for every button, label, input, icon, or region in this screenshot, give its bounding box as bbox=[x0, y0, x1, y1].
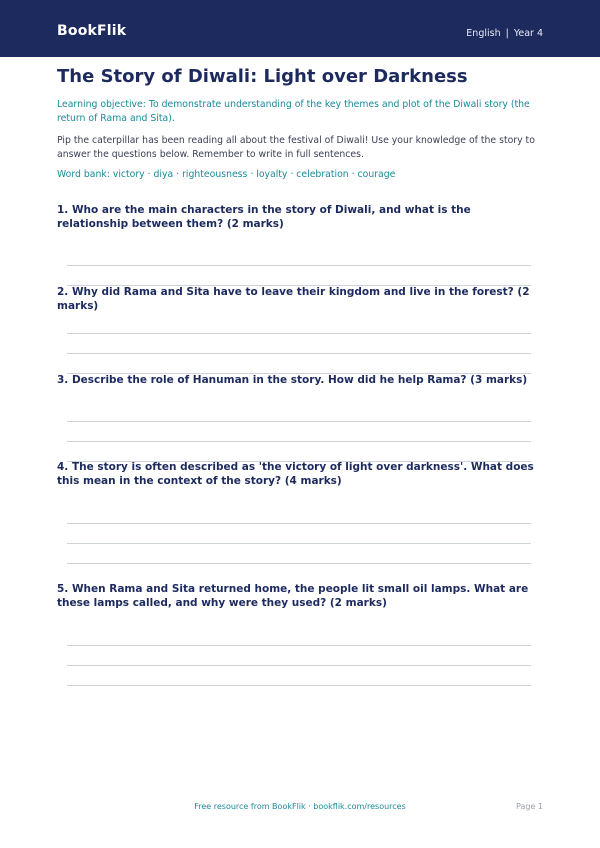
worksheet-intro bbox=[57, 66, 535, 181]
header-meta bbox=[466, 28, 543, 39]
question-3: 3. Describe the role of Hanuman in the story. How did he help Rama? (3 marks) bbox=[57, 374, 528, 386]
year-label: Year 4 bbox=[513, 28, 543, 39]
brand-logo: BookFlik bbox=[57, 23, 127, 39]
word-bank: Word bank: victory · diya · righteousness · loyalty · celebration · courage bbox=[57, 169, 396, 180]
question-4: 4. The story is often described as 'the victory of light over darkness'. What does this mean in the context of the story? (4 marks) bbox=[57, 461, 534, 487]
answer-line[interactable] bbox=[67, 665, 531, 666]
answer-line[interactable] bbox=[67, 685, 531, 686]
page-number: Page 1 bbox=[516, 802, 543, 811]
answer-line[interactable] bbox=[67, 563, 531, 564]
page-title: The Story of Diwali: Light over Darkness bbox=[57, 66, 468, 87]
answer-line[interactable] bbox=[67, 265, 531, 266]
answer-line[interactable] bbox=[67, 421, 531, 422]
intro-text: Pip the caterpillar has been reading all about the festival of Diwali! Use your knowledge of the story to answer the questions below. Remember to write in full sentences. bbox=[57, 135, 535, 160]
subject-label: English bbox=[466, 28, 501, 39]
answer-line[interactable] bbox=[67, 645, 531, 646]
answer-line[interactable] bbox=[67, 441, 531, 442]
footer-resource-link[interactable]: Free resource from BookFlik · bookflik.com/resources bbox=[194, 802, 406, 811]
page-header bbox=[0, 0, 600, 57]
learning-objective: Learning objective: To demonstrate understanding of the key themes and plot of the Diwali story (the return of Rama and Sita). bbox=[57, 99, 530, 124]
answer-line[interactable] bbox=[67, 353, 531, 354]
answer-line[interactable] bbox=[67, 333, 531, 334]
answer-line[interactable] bbox=[67, 523, 531, 524]
question-5: 5. When Rama and Sita returned home, the people lit small oil lamps. What are these lamps called, and why were they used? (2 marks) bbox=[57, 583, 529, 609]
question-1: 1. Who are the main characters in the story of Diwali, and what is the relationship between them? (2 marks) bbox=[57, 204, 471, 230]
question-2: 2. Why did Rama and Sita have to leave their kingdom and live in the forest? (2 marks) bbox=[57, 286, 530, 312]
meta-separator: | bbox=[505, 28, 509, 39]
answer-line[interactable] bbox=[67, 543, 531, 544]
